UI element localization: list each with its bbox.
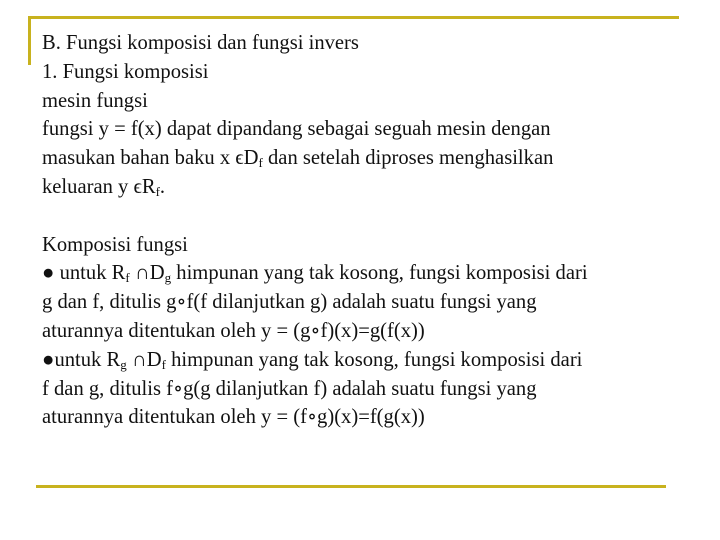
case2-line-3: aturannya ditentukan oleh y = (f∘g)(x)=f(g(x))	[42, 406, 425, 429]
topic-heading: mesin fungsi	[42, 89, 148, 112]
machine-line-2	[42, 144, 692, 173]
machine-line-1: fungsi y = f(x) dapat dipandang sebagai seguah mesin dengan	[42, 118, 551, 141]
machine-line-3-text: keluaran y ϵR	[42, 175, 156, 198]
case2-intersection: ∩D	[126, 348, 162, 371]
machine-line-3	[42, 173, 692, 202]
case1-line-2: g dan f, ditulis g∘f(f dilanjutkan g) adalah suatu fungsi yang	[42, 291, 537, 314]
case1-line-3: aturannya ditentukan oleh y = (g∘f)(x)=g(f(x))	[42, 319, 425, 342]
slide-content	[42, 29, 692, 432]
machine-line-2-rest: dan setelah diproses menghasilkan	[262, 147, 554, 170]
case1-bullet-text: ● untuk R	[42, 262, 126, 285]
frame-left-rule	[28, 16, 31, 65]
case2-sub-1: g	[120, 356, 127, 372]
case2-line-1-rest: himpunan yang tak kosong, fungsi komposisi dari	[165, 348, 583, 371]
section-heading: B. Fungsi komposisi dan fungsi invers	[42, 32, 359, 54]
case1-line-1-rest: himpunan yang tak kosong, fungsi komposisi dari	[171, 262, 588, 285]
case2-line-1	[42, 346, 692, 375]
machine-line-3-rest: .	[159, 175, 166, 198]
range-subscript: f	[155, 183, 160, 199]
subsection-heading: 1. Fungsi komposisi	[42, 60, 209, 83]
case1-intersection: ∩D	[129, 262, 165, 285]
frame-bottom-rule	[36, 485, 666, 488]
case1-sub-1: f	[125, 270, 130, 286]
case2-sub-2: f	[161, 356, 166, 372]
machine-line-2-text: masukan bahan baku x ϵD	[42, 147, 259, 170]
case2-line-2: f dan g, ditulis f∘g(g dilanjutkan f) adalah suatu fungsi yang	[42, 377, 537, 400]
composition-title: Komposisi fungsi	[42, 233, 188, 256]
paragraph-gap	[42, 202, 692, 231]
domain-subscript: f	[258, 155, 263, 171]
case1-line-1	[42, 259, 692, 288]
case2-bullet-text: ●untuk R	[42, 348, 121, 371]
frame-top-rule	[28, 16, 679, 19]
case1-sub-2: g	[164, 270, 172, 286]
